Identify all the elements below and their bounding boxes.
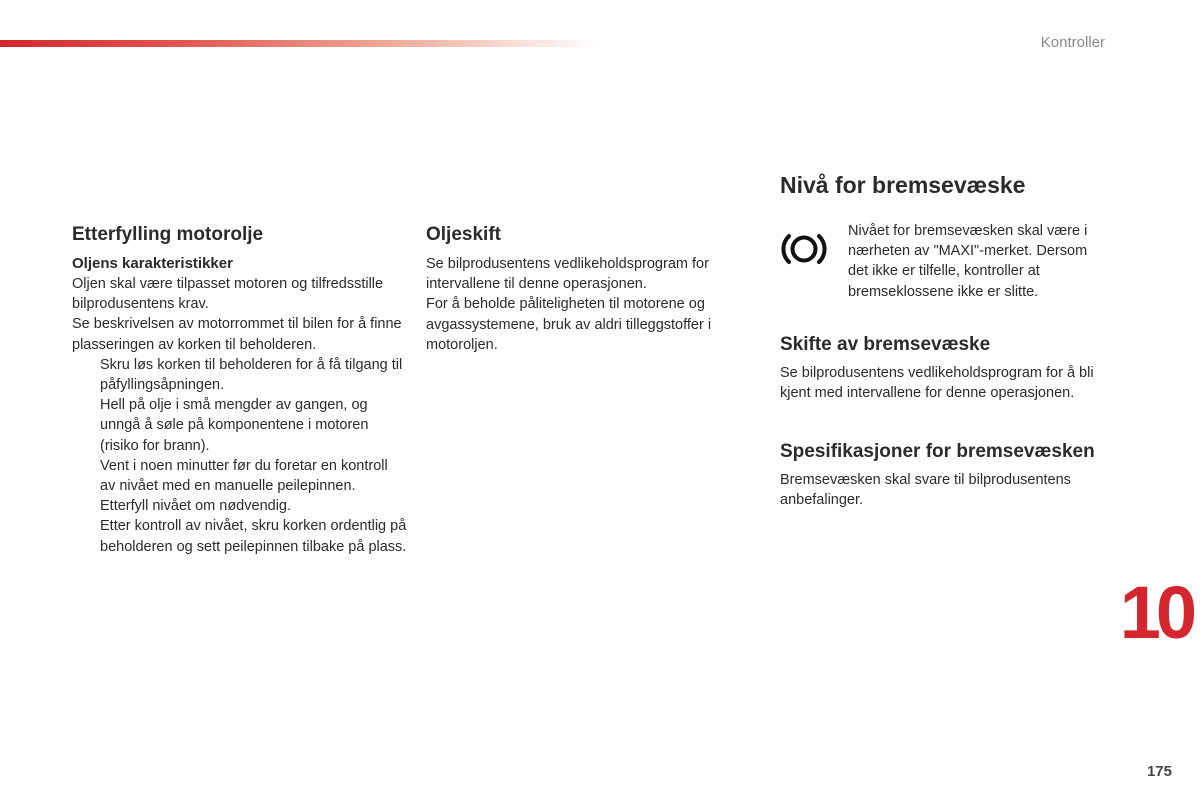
list-item — [72, 355, 407, 395]
paragraph-engine-bay-reference: Se beskrivelsen av motorrommet til bilen for å finne plasseringen av korken til beholderen. — [72, 316, 402, 353]
brake-fluid-level-info — [780, 221, 1120, 302]
paragraph-oil-requirements: Oljen skal være tilpasset motoren og tilfredsstille bilprodusentens krav. — [72, 276, 384, 313]
brake-warning-icon — [780, 225, 828, 273]
paragraph-no-additives: For å beholde påliteligheten til motorene og avgassystemene, bruk av aldri tilleggstoffer i motoroljen. — [426, 296, 712, 353]
list-item-text: Hell på olje i små mengder av gangen, og unngå å søle på komponentene i motoren (risiko for brann). — [100, 397, 369, 454]
list-item-text: Etter kontroll av nivået, skru korken ordentlig på beholderen og sett peilepinnen tilbake på plass. — [100, 518, 407, 555]
chapter-number: 10 — [1119, 571, 1192, 654]
top-accent-bar — [0, 40, 600, 47]
column-brake-fluid — [780, 172, 1120, 511]
heading-oil-topup: Etterfylling motorolje — [72, 224, 264, 245]
column-oil-change — [426, 224, 746, 355]
heading-brake-fluid-spec: Spesifikasjoner for bremsevæsken — [780, 441, 1095, 463]
heading-brake-fluid-change: Skifte av bremsevæske — [780, 333, 991, 355]
paragraph-maintenance-schedule: Se bilprodusentens vedlikeholdsprogram for intervallene til denne operasjonen. — [426, 256, 709, 293]
paragraph-brake-fluid-change: Se bilprodusentens vedlikeholdsprogram for å bli kjent med intervallene for denne operasjonen. — [780, 364, 1094, 402]
subheading-oil-characteristics: Oljens karakteristikker — [72, 255, 233, 272]
section-header: Kontroller — [1040, 34, 1105, 51]
column-motor-oil-topup — [72, 224, 407, 557]
paragraph-brake-fluid-spec: Bremsevæsken skal svare til bilprodusentens anbefalinger. — [780, 472, 1071, 509]
list-item — [72, 395, 407, 456]
list-item-text: Etterfyll nivået om nødvendig. — [100, 498, 292, 515]
list-item-text: Vent i noen minutter før du foretar en kontroll av nivået med en manuelle peilepinnen. — [100, 457, 388, 495]
list-item — [72, 496, 407, 516]
paragraph-brake-fluid-maxi: Nivået for bremsevæsken skal være i nærheten av "MAXI"-merket. Dersom det ikke er tilfelle, kontroller at bremseklossene ikke er slitte. — [848, 223, 1088, 300]
section-brake-fluid-change — [780, 334, 1120, 355]
list-item-text: Skru løs korken til beholderen for å få tilgang til påfyllingsåpningen. — [100, 356, 403, 394]
list-item — [72, 456, 407, 496]
page-number: 175 — [1146, 763, 1172, 780]
bullet-list-oil-steps — [72, 355, 407, 557]
heading-oil-change: Oljeskift — [426, 224, 501, 245]
section-brake-fluid-spec — [780, 441, 1120, 462]
list-item — [72, 516, 407, 556]
heading-brake-fluid-level: Nivå for bremsevæske — [780, 172, 1026, 198]
